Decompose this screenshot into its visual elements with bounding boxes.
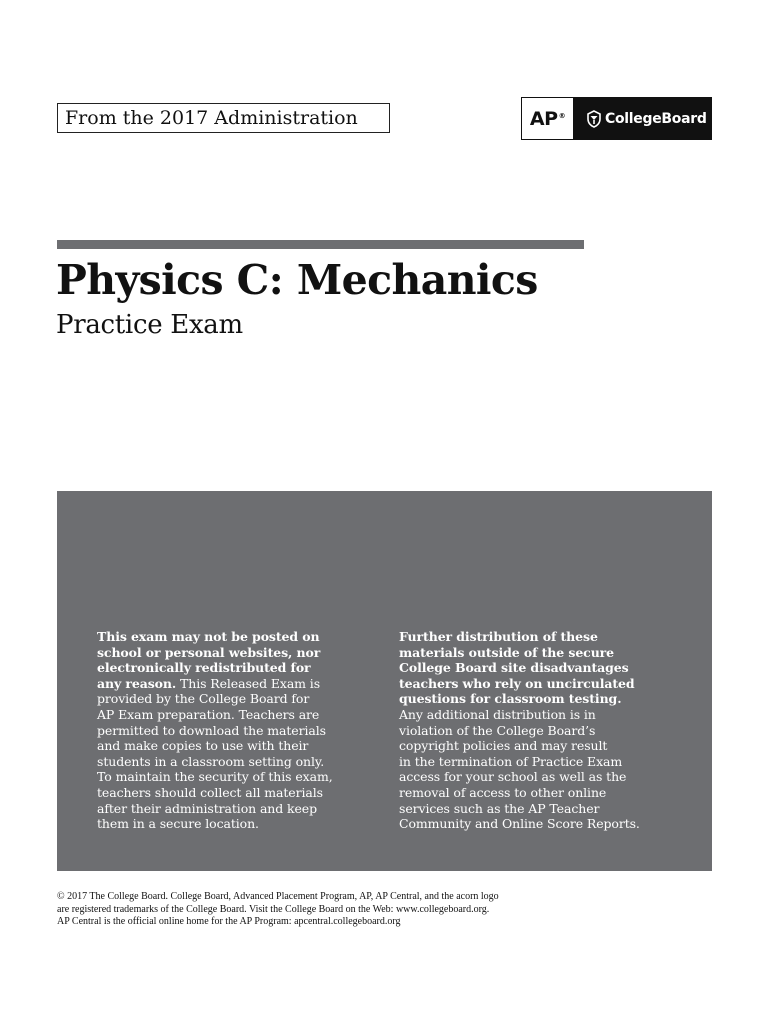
footer-line-1: © 2017 The College Board. College Board, Advanced Placement Program, AP, AP Central, and the acorn logo [57,891,499,902]
ap-logo [521,97,574,140]
copyright-footer [57,891,499,929]
security-notice-panel [57,491,712,871]
notice-right-text: Any additional distribution is in violation of the College Board’s copyright policies and may result in the termination of Practice Exam access for your school as well as the removal of access to other online services such as the AP Teacher Community and Online Score Reports. [399,706,640,832]
administration-label [57,103,390,133]
ap-logo-text: AP [529,107,558,130]
notice-left-column [97,629,367,832]
notice-right-bold: Further distribution of these materials outside of the secure College Board site disadvantages teachers who rely on uncirculated questions for classroom testing. [399,629,635,707]
ap-collegeboard-logo [521,97,712,140]
footer-line-2: are registered trademarks of the College Board. Visit the College Board on the Web: www.collegeboard.org. [57,903,490,915]
collegeboard-logo [574,97,712,140]
notice-right-column [399,629,679,832]
page-title: Physics C: Mechanics [56,256,538,304]
acorn-icon [586,110,602,128]
notice-left-text: This Released Exam is provided by the College Board for AP Exam preparation. Teachers are permitted to download the materials and make copies to use with their students in a classroom setting only. To maintain the security of this exam, teachers should collect all materials after their administration and keep them in a secure location. [97,675,333,832]
title-rule [57,240,584,249]
registered-mark: ® [558,111,566,120]
page-subtitle: Practice Exam [56,310,243,340]
administration-label-text: From the 2017 Administration [65,107,358,129]
collegeboard-logo-text: CollegeBoard [605,110,707,127]
footer-line-3: AP Central is the official online home for the AP Program: apcentral.collegeboard.org [57,916,401,927]
notice-left-bold: This exam may not be posted on school or personal websites, nor electronically redistributed for any reason. [97,629,321,691]
